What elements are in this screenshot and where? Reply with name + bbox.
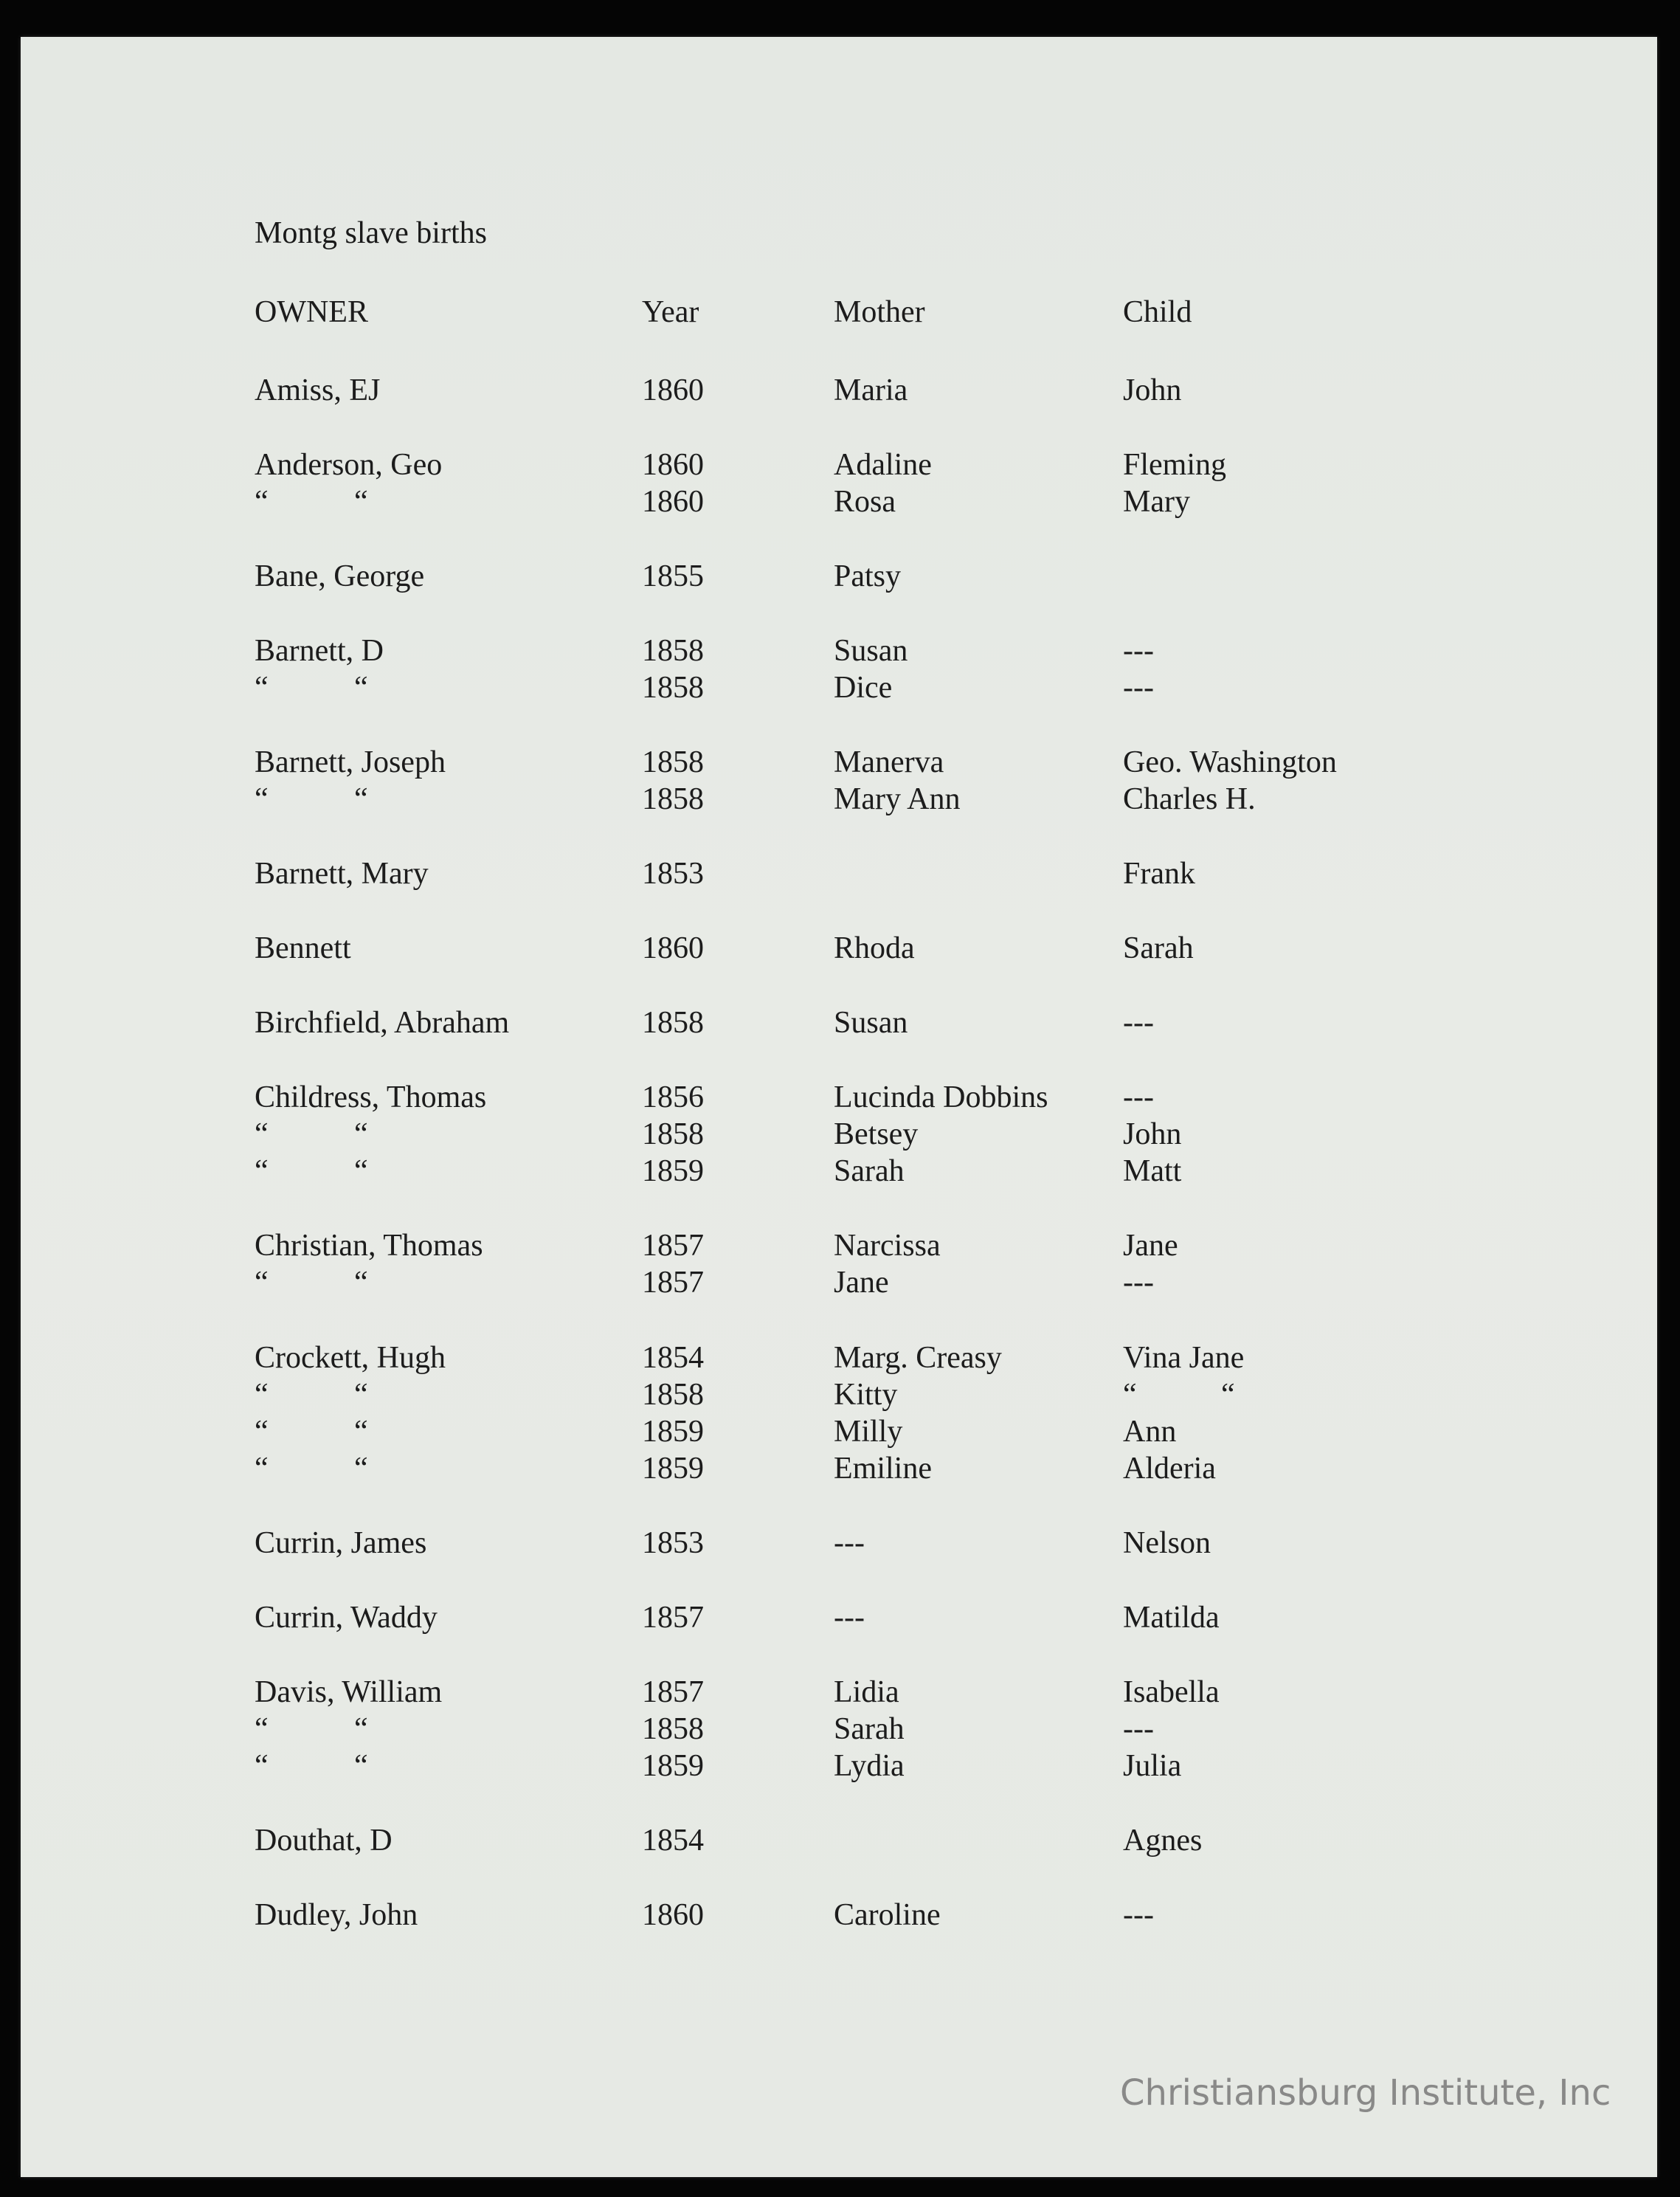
child-cell: Geo. Washington bbox=[1123, 745, 1337, 779]
mother-cell: Maria bbox=[834, 373, 908, 407]
mother-cell: Caroline bbox=[834, 1898, 941, 1932]
table-row bbox=[0, 1339, 1680, 1376]
owner-cell: Bennett bbox=[255, 931, 351, 965]
mother-cell: Emiline bbox=[834, 1452, 932, 1486]
mother-cell: Rhoda bbox=[834, 931, 915, 965]
owner-ditto-mark: “ bbox=[255, 1415, 269, 1449]
child-cell: Agnes bbox=[1123, 1824, 1203, 1858]
owner-cell: Birchfield, Abraham bbox=[255, 1006, 510, 1040]
year-cell: 1860 bbox=[642, 1898, 704, 1932]
year-cell: 1857 bbox=[642, 1229, 704, 1263]
owner-cell: Bane, George bbox=[255, 559, 425, 593]
header-year: Year bbox=[642, 295, 699, 329]
table-row bbox=[0, 1822, 1680, 1859]
header-mother: Mother bbox=[834, 295, 925, 329]
child-cell: Mary bbox=[1123, 485, 1190, 519]
year-cell: 1860 bbox=[642, 448, 704, 482]
mother-cell: Susan bbox=[834, 634, 908, 668]
year-cell: 1859 bbox=[642, 1749, 704, 1783]
year-cell: 1858 bbox=[642, 634, 704, 668]
year-cell: 1858 bbox=[642, 1117, 704, 1151]
child-cell: John bbox=[1123, 1117, 1182, 1151]
table-row bbox=[0, 1450, 1680, 1487]
owner-ditto-mark: “ bbox=[255, 671, 269, 705]
child-cell: Jane bbox=[1123, 1229, 1178, 1263]
year-cell: 1859 bbox=[642, 1154, 704, 1188]
header-child: Child bbox=[1123, 295, 1192, 329]
child-cell: --- bbox=[1123, 1898, 1154, 1932]
child-cell: Charles H. bbox=[1123, 782, 1256, 816]
owner-ditto-mark: “ bbox=[255, 485, 269, 519]
mother-cell: Dice bbox=[834, 671, 893, 705]
child-cell: Nelson bbox=[1123, 1526, 1211, 1560]
owner-cell: Dudley, John bbox=[255, 1898, 418, 1932]
child-cell: --- bbox=[1123, 1712, 1154, 1746]
child-cell: --- bbox=[1123, 671, 1154, 705]
mother-cell: Betsey bbox=[834, 1117, 919, 1151]
mother-cell: --- bbox=[834, 1601, 865, 1635]
mother-cell: --- bbox=[834, 1526, 865, 1560]
year-cell: 1855 bbox=[642, 559, 704, 593]
mother-cell: Kitty bbox=[834, 1378, 898, 1412]
year-cell: 1860 bbox=[642, 485, 704, 519]
owner-cell: Anderson, Geo bbox=[255, 448, 443, 482]
year-cell: 1854 bbox=[642, 1824, 704, 1858]
mother-cell: Sarah bbox=[834, 1712, 905, 1746]
table-row bbox=[0, 930, 1680, 967]
table-row bbox=[0, 1079, 1680, 1116]
year-cell: 1860 bbox=[642, 931, 704, 965]
owner-ditto-mark: “ bbox=[354, 485, 368, 519]
table-row bbox=[0, 1897, 1680, 1934]
owner-ditto-mark: “ bbox=[255, 782, 269, 816]
owner-cell: Childress, Thomas bbox=[255, 1080, 487, 1114]
owner-ditto-mark: “ bbox=[354, 782, 368, 816]
table-row bbox=[0, 1748, 1680, 1784]
mother-cell: Lydia bbox=[834, 1749, 905, 1783]
table-row bbox=[0, 1599, 1680, 1636]
owner-ditto-mark: “ bbox=[255, 1749, 269, 1783]
table-row bbox=[0, 1413, 1680, 1450]
table-row bbox=[0, 632, 1680, 669]
child-cell: Vina Jane bbox=[1123, 1341, 1245, 1375]
child-cell: Ann bbox=[1123, 1415, 1177, 1449]
child-cell: Alderia bbox=[1123, 1452, 1216, 1486]
owner-ditto-mark: “ bbox=[354, 1154, 368, 1188]
year-cell: 1858 bbox=[642, 782, 704, 816]
owner-ditto-mark: “ bbox=[255, 1452, 269, 1486]
watermark: Christiansburg Institute, Inc bbox=[1120, 2072, 1611, 2114]
child-cell: Sarah bbox=[1123, 931, 1194, 965]
mother-cell: Narcissa bbox=[834, 1229, 941, 1263]
table-row bbox=[0, 1153, 1680, 1190]
table-row bbox=[0, 1004, 1680, 1041]
table-row bbox=[0, 781, 1680, 818]
child-cell: Frank bbox=[1123, 857, 1195, 891]
child-ditto-mark: “ bbox=[1221, 1378, 1235, 1412]
owner-cell: Barnett, Joseph bbox=[255, 745, 446, 779]
owner-ditto-mark: “ bbox=[354, 1712, 368, 1746]
header-owner: OWNER bbox=[255, 295, 368, 329]
owner-ditto-mark: “ bbox=[354, 1749, 368, 1783]
child-cell: Fleming bbox=[1123, 448, 1227, 482]
mother-cell: Sarah bbox=[834, 1154, 905, 1188]
table-row bbox=[0, 446, 1680, 483]
table-row bbox=[0, 372, 1680, 409]
child-cell: --- bbox=[1123, 1080, 1154, 1114]
owner-ditto-mark: “ bbox=[354, 1117, 368, 1151]
table-row bbox=[0, 744, 1680, 781]
year-cell: 1856 bbox=[642, 1080, 704, 1114]
owner-ditto-mark: “ bbox=[354, 1378, 368, 1412]
mother-cell: Susan bbox=[834, 1006, 908, 1040]
child-cell: Julia bbox=[1123, 1749, 1182, 1783]
mother-cell: Manerva bbox=[834, 745, 944, 779]
owner-ditto-mark: “ bbox=[354, 1266, 368, 1300]
table-header bbox=[0, 294, 1680, 331]
table-row bbox=[0, 669, 1680, 706]
child-cell: Matt bbox=[1123, 1154, 1182, 1188]
child-cell: John bbox=[1123, 373, 1182, 407]
year-cell: 1858 bbox=[642, 745, 704, 779]
owner-ditto-mark: “ bbox=[255, 1117, 269, 1151]
year-cell: 1858 bbox=[642, 1006, 704, 1040]
owner-cell: Christian, Thomas bbox=[255, 1229, 483, 1263]
year-cell: 1859 bbox=[642, 1452, 704, 1486]
year-cell: 1857 bbox=[642, 1266, 704, 1300]
table-row bbox=[0, 1711, 1680, 1748]
child-cell: Isabella bbox=[1123, 1675, 1220, 1709]
year-cell: 1859 bbox=[642, 1415, 704, 1449]
year-cell: 1854 bbox=[642, 1341, 704, 1375]
year-cell: 1858 bbox=[642, 1378, 704, 1412]
mother-cell: Marg. Creasy bbox=[834, 1341, 1002, 1375]
owner-ditto-mark: “ bbox=[255, 1266, 269, 1300]
owner-cell: Barnett, D bbox=[255, 634, 384, 668]
year-cell: 1853 bbox=[642, 857, 704, 891]
mother-cell: Milly bbox=[834, 1415, 903, 1449]
table-row bbox=[0, 1264, 1680, 1301]
year-cell: 1858 bbox=[642, 671, 704, 705]
child-cell: --- bbox=[1123, 634, 1154, 668]
owner-ditto-mark: “ bbox=[354, 671, 368, 705]
table-row bbox=[0, 1674, 1680, 1711]
owner-ditto-mark: “ bbox=[354, 1452, 368, 1486]
child-cell: Matilda bbox=[1123, 1601, 1220, 1635]
year-cell: 1853 bbox=[642, 1526, 704, 1560]
owner-ditto-mark: “ bbox=[255, 1712, 269, 1746]
owner-ditto-mark: “ bbox=[255, 1378, 269, 1412]
mother-cell: Jane bbox=[834, 1266, 889, 1300]
table-row bbox=[0, 558, 1680, 595]
year-cell: 1858 bbox=[642, 1712, 704, 1746]
child-ditto-mark: “ bbox=[1123, 1378, 1137, 1412]
child-cell: --- bbox=[1123, 1266, 1154, 1300]
mother-cell: Adaline bbox=[834, 448, 932, 482]
document-title: Montg slave births bbox=[255, 216, 487, 250]
table-row bbox=[0, 855, 1680, 892]
mother-cell: Lucinda Dobbins bbox=[834, 1080, 1048, 1114]
table-row bbox=[0, 1116, 1680, 1153]
mother-cell: Rosa bbox=[834, 485, 896, 519]
owner-cell: Currin, Waddy bbox=[255, 1601, 438, 1635]
table-row bbox=[0, 1376, 1680, 1413]
child-cell: --- bbox=[1123, 1006, 1154, 1040]
year-cell: 1857 bbox=[642, 1601, 704, 1635]
table-row bbox=[0, 1525, 1680, 1562]
table-row bbox=[0, 1227, 1680, 1264]
mother-cell: Patsy bbox=[834, 559, 902, 593]
year-cell: 1860 bbox=[642, 373, 704, 407]
owner-ditto-mark: “ bbox=[255, 1154, 269, 1188]
table-row bbox=[0, 483, 1680, 520]
owner-cell: Douthat, D bbox=[255, 1824, 393, 1858]
owner-cell: Currin, James bbox=[255, 1526, 427, 1560]
owner-cell: Davis, William bbox=[255, 1675, 443, 1709]
year-cell: 1857 bbox=[642, 1675, 704, 1709]
owner-cell: Amiss, EJ bbox=[255, 373, 381, 407]
mother-cell: Lidia bbox=[834, 1675, 899, 1709]
owner-ditto-mark: “ bbox=[354, 1415, 368, 1449]
owner-cell: Crockett, Hugh bbox=[255, 1341, 446, 1375]
owner-cell: Barnett, Mary bbox=[255, 857, 429, 891]
mother-cell: Mary Ann bbox=[834, 782, 961, 816]
